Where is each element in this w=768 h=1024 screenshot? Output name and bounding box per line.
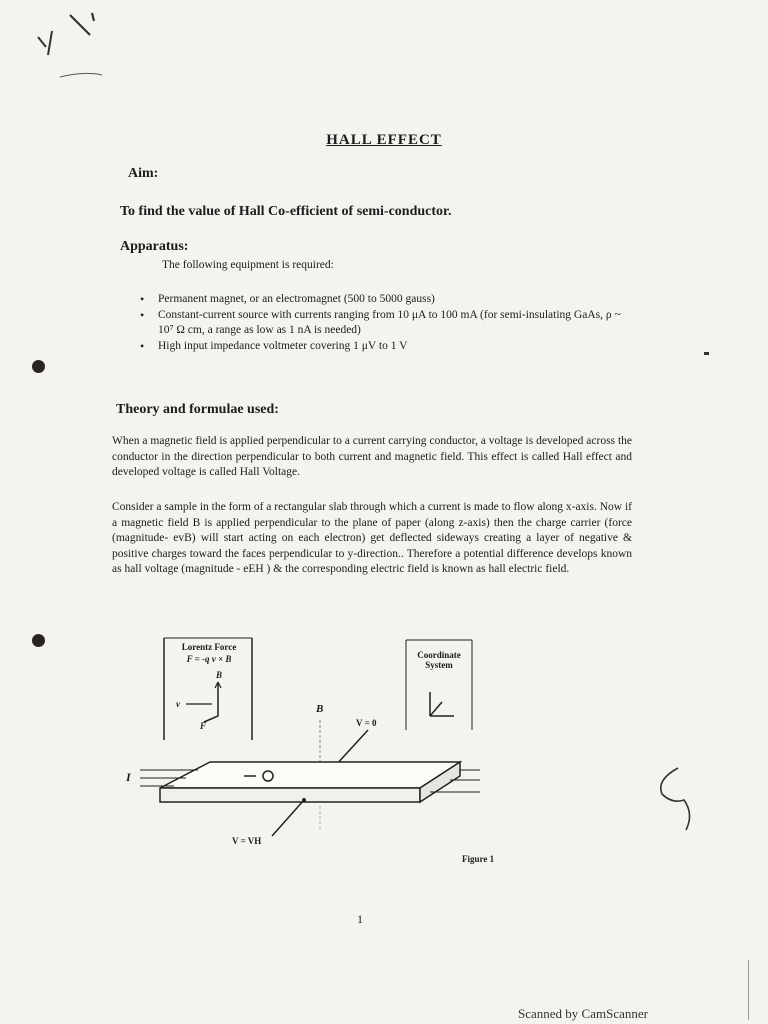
page-number: 1 xyxy=(357,912,363,926)
lorentz-f-label: F xyxy=(200,721,207,731)
theory-paragraph-2: Consider a sample in the form of a rectangular slab through which a current is made to flow along x-axis. Now if a magnetic field B is applied perpendicular to the plane of paper (along z-axis) then the charge carrier (force (magnitude- evB) will start acting on each electron) get deflected sideways creating a layer of negative & positive charges toward the faces perpendicular to y-direction.. Therefore a potential difference develops known as hall voltage (magnitude - eEH ) & the corresponding electric field is known as hall electric field. xyxy=(112,501,632,575)
theory-paragraph-1: When a magnetic field is applied perpendicular to a current carrying conductor, a voltage is developed across the conductor in the direction perpendicular to both current and magnetic field. This effect is called Hall effect and developed voltage is called Hall Voltage. xyxy=(112,435,632,478)
hall-voltage-label: V = VH xyxy=(232,836,262,846)
list-item: • Constant-current source with currents ranging from 10 μA to 100 mA (for semi-insulating GaAs, ρ ~ 10⁷ Ω cm, a range as low as 1 nA is needed) xyxy=(136,308,636,338)
list-item: • Permanent magnet, or an electromagnet (500 to 5000 gauss) xyxy=(136,292,636,307)
lorentz-v-label: v xyxy=(176,699,180,709)
figure-caption: Figure 1 xyxy=(462,854,495,864)
aim-heading: Aim: xyxy=(128,166,159,181)
handwritten-mark xyxy=(650,760,710,840)
hall-effect-figure xyxy=(120,630,480,870)
coordinate-system-title: Coordinate System xyxy=(417,650,461,670)
magnetic-field-label: B xyxy=(316,703,324,715)
apparatus-intro: The following equipment is required: xyxy=(162,259,334,271)
punch-hole xyxy=(32,634,45,647)
apparatus-list xyxy=(136,292,636,355)
handwritten-mark xyxy=(30,5,120,85)
lorentz-formula: F = -q v × B xyxy=(186,654,232,664)
voltage-zero-label: V = 0 xyxy=(356,718,377,728)
lorentz-title: Lorentz Force xyxy=(181,642,237,652)
apparatus-heading: Apparatus: xyxy=(120,239,189,254)
page-edge xyxy=(748,960,749,1020)
page-title: HALL EFFECT xyxy=(326,132,442,148)
lorentz-b-label: B xyxy=(216,670,223,680)
current-label: I xyxy=(126,770,131,784)
list-item: • High input impedance voltmeter covering 1 μV to 1 V xyxy=(136,339,636,354)
punch-hole xyxy=(32,360,45,373)
scanner-watermark: Scanned by CamScanner xyxy=(518,1006,648,1021)
aim-text: To find the value of Hall Co-efficient of semi-conductor. xyxy=(120,204,452,219)
theory-heading: Theory and formulae used: xyxy=(116,402,279,417)
speck xyxy=(704,352,709,355)
